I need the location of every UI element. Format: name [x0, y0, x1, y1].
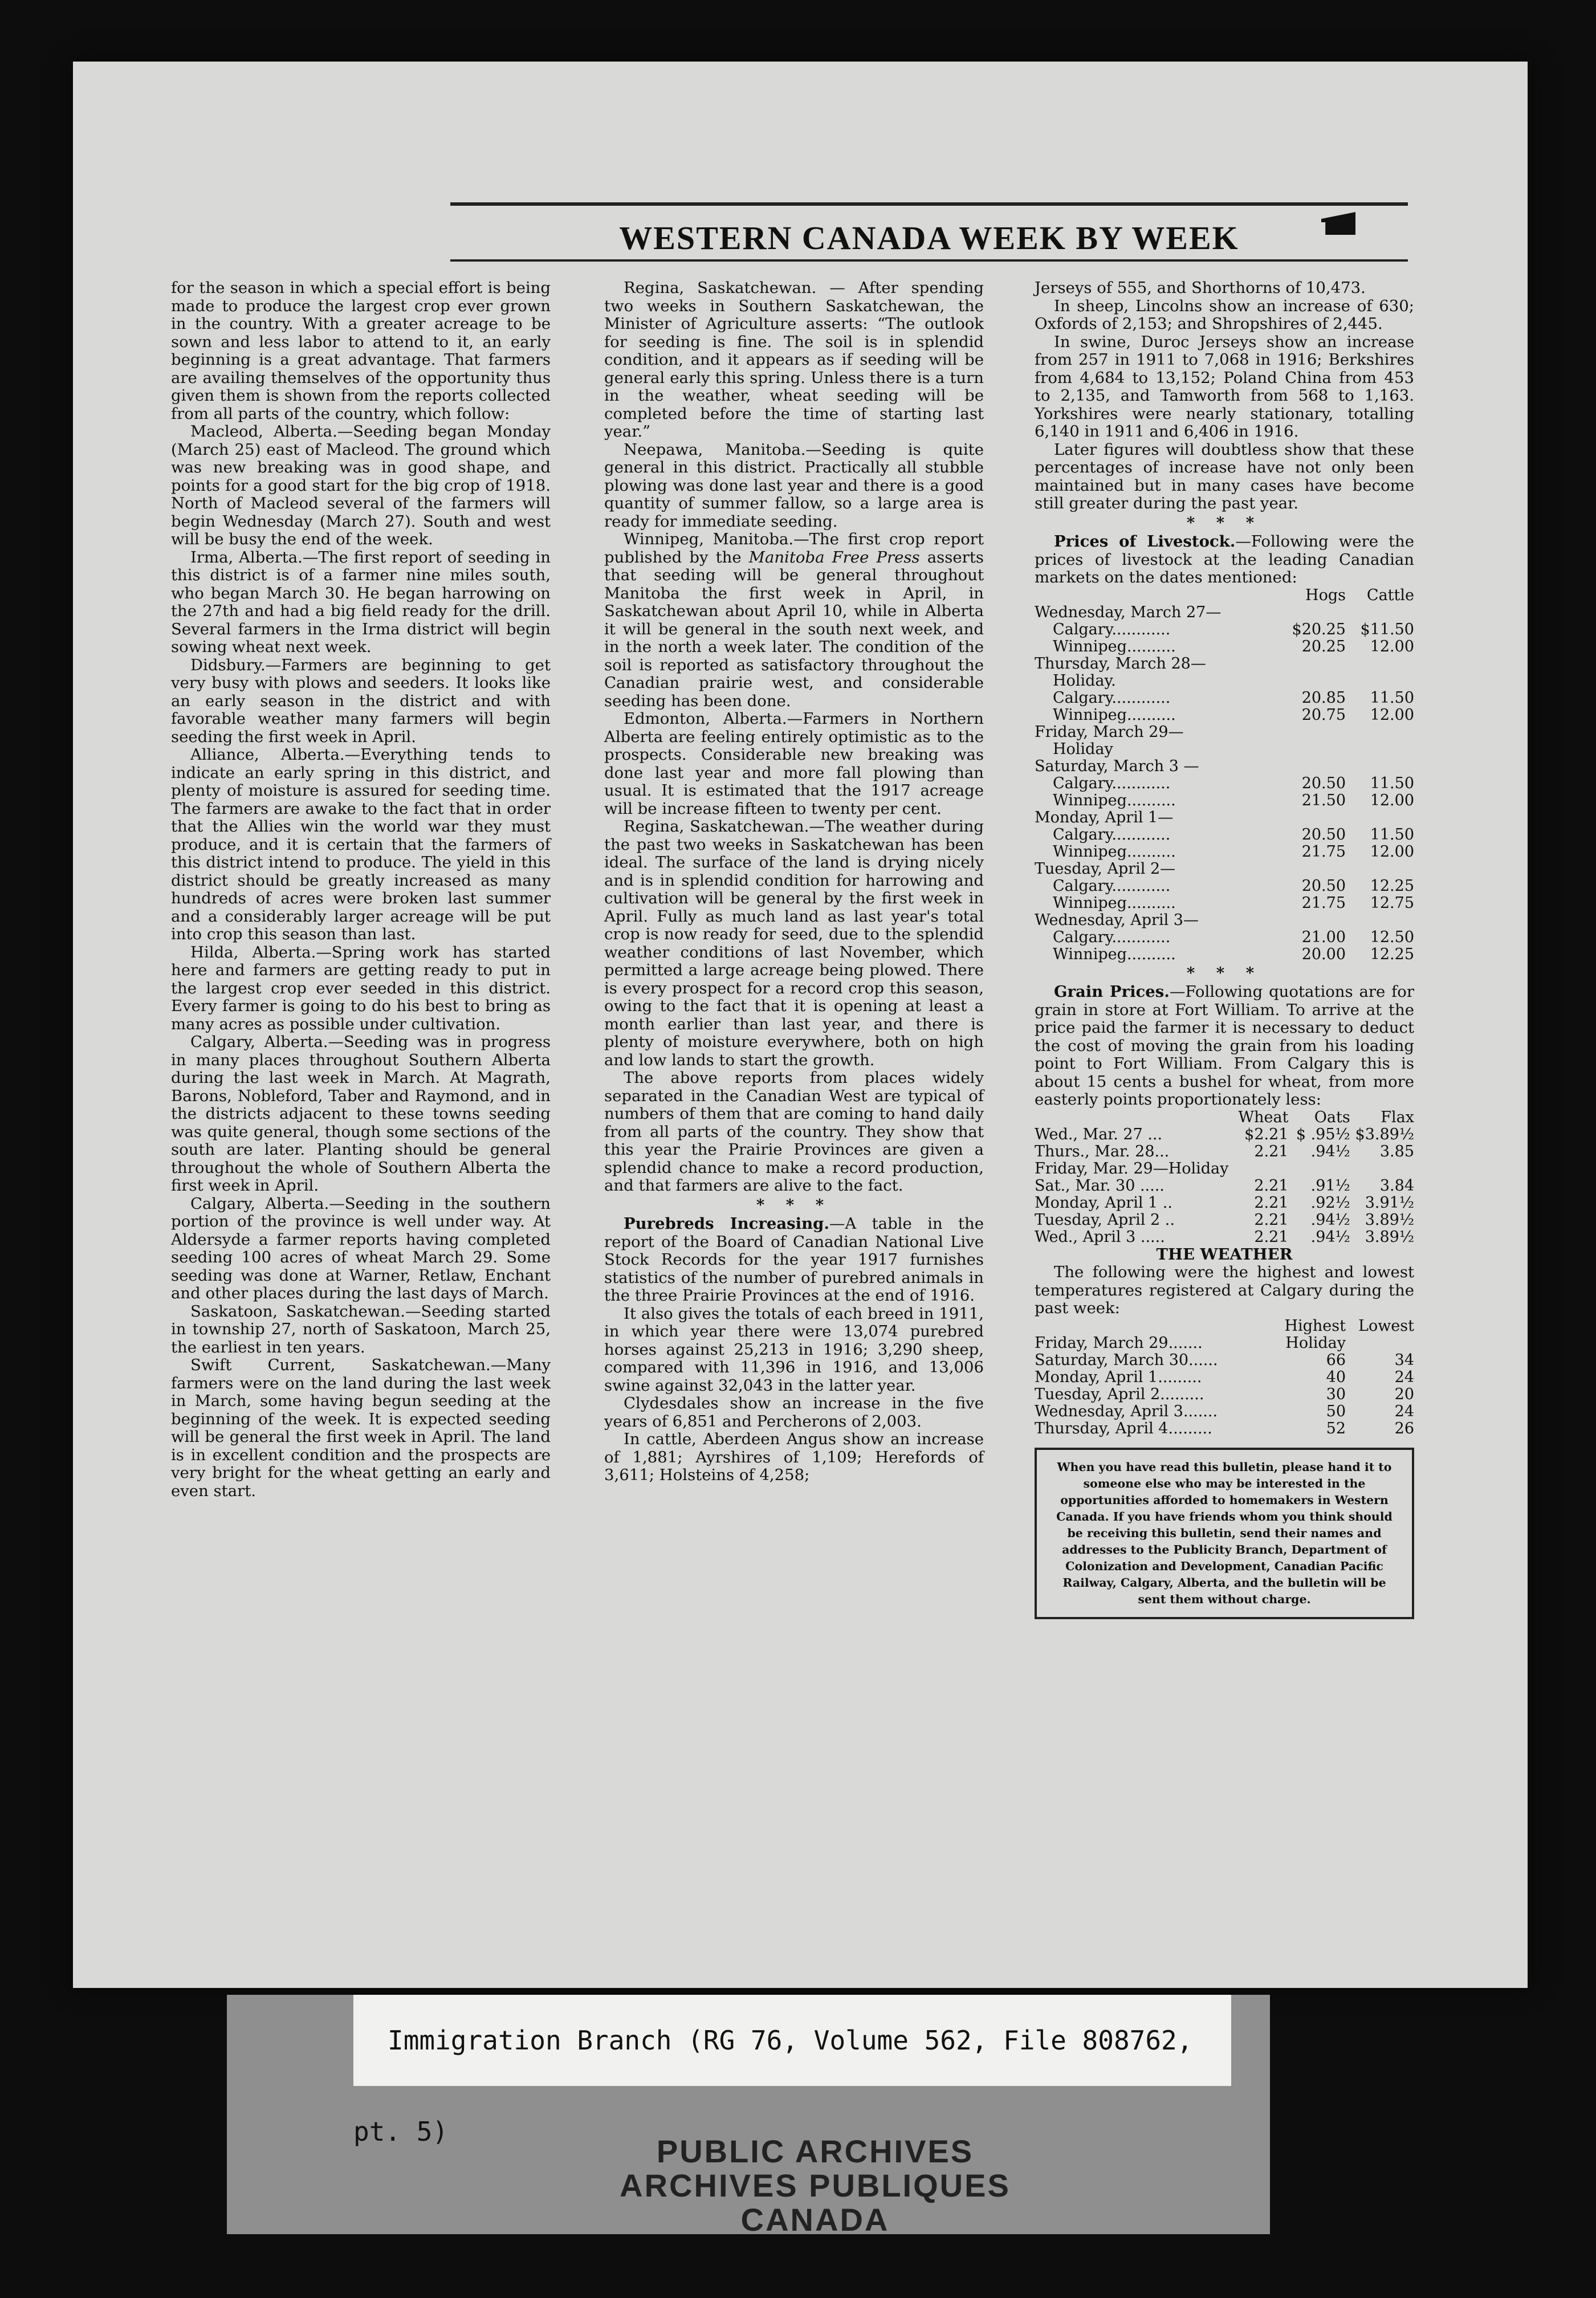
paragraph: [1035, 533, 1414, 587]
cell-cattle: 11.50: [1370, 774, 1414, 792]
masthead: WESTERN CANADA WEEK BY WEEK: [619, 219, 1239, 256]
separator: * * *: [756, 1195, 832, 1214]
text: —Following quotations are for grain in store at Fort William. To arrive at the price paid the farmer it is necessary to deduct the cost of moving the grain from his loading point to Fort William. From Calgary this is about 15 cents a bushel for wheat, from more easterly points proportionately less:: [1035, 983, 1414, 1109]
row-label: Wed., April 3 .....: [1035, 1228, 1165, 1246]
table-row: [1035, 775, 1414, 792]
cell-hogs: [1277, 724, 1346, 741]
row-label: Tuesday, April 2—: [1035, 859, 1176, 878]
paragraph: Later figures will doubtless show that these percentages of increase have not only been maintained but in many cases have become still greater during the past year.: [1035, 440, 1414, 512]
cell-hogs: 20.50: [1301, 877, 1346, 895]
livestock-price-table: [1035, 587, 1414, 963]
cell-wheat: 2.21: [1254, 1211, 1289, 1229]
cell-hogs: 20.50: [1301, 825, 1346, 844]
table-row: [1035, 690, 1414, 707]
table-row: [1035, 638, 1414, 655]
cell-cattle: [1346, 655, 1414, 673]
cell-low: 24: [1394, 1368, 1414, 1386]
cell-hogs: [1277, 809, 1346, 826]
table-header-row: [1035, 587, 1414, 604]
paragraph: In swine, Duroc Jerseys show an increase from 257 in 1911 to 7,068 in 1916; Berkshires from 4,684 to 13,152; Poland China from 453 to 2,135, and Tamworth from 568 to 1,163. Yorkshires were nearly stationary, totalling 6,140 in 1911 and 6,406 in 1916.: [1035, 332, 1414, 441]
row-label: Calgary............: [1053, 688, 1171, 707]
table-row: [1035, 1143, 1414, 1160]
cell-cattle: 12.00: [1370, 706, 1414, 724]
row-label: Wed., Mar. 27 ...: [1035, 1125, 1163, 1143]
row-label: Wednesday, April 3.......: [1035, 1402, 1218, 1420]
cell-cattle: [1346, 861, 1414, 878]
table-row: [1035, 946, 1414, 963]
archive-stamp: [570, 2134, 1060, 2237]
cell-oats: .94½: [1310, 1142, 1350, 1160]
text: —A table in the report of the Board of Canadian National Live Stock Records for the year 1917 furnishes statistics of the number of purebred animals in the three Prairie Provinces at the end of 1916.: [604, 1215, 984, 1305]
cell-low: [1346, 1335, 1414, 1352]
table-row: [1035, 826, 1414, 844]
row-label: Calgary............: [1053, 774, 1171, 792]
paragraph: [604, 1215, 984, 1305]
cell-flax: 3.85: [1379, 1142, 1414, 1160]
row-label: Winnipeg..........: [1053, 894, 1176, 912]
table-row: [1035, 895, 1414, 912]
table-row: [1035, 707, 1414, 724]
paragraph: Neepawa, Manitoba.—Seeding is quite general in this district. Practically all stubble plowing was done last year and there is a good quantity of summer fallow, so a large area is ready for immediate seeding.: [604, 440, 984, 531]
cell-cattle: 11.50: [1370, 825, 1414, 844]
row-label: Saturday, March 30......: [1035, 1351, 1218, 1369]
cell-oats: [1288, 1160, 1350, 1177]
table-row: [1035, 1126, 1414, 1143]
cell-high: 52: [1326, 1419, 1346, 1437]
column-header: Flax: [1381, 1108, 1414, 1126]
paragraph: The following were the highest and lowest temperatures registered at Calgary during the past week:: [1035, 1263, 1414, 1317]
cell-high: 50: [1326, 1402, 1346, 1420]
cell-high: 66: [1326, 1351, 1346, 1369]
table-header-row: [1035, 1109, 1414, 1126]
paragraph: Hilda, Alberta.—Spring work has started here and farmers are getting ready to put in the largest crop ever seeded in this district. Every farmer is going to do his best to bring as many acres as possible under cultivation.: [171, 943, 551, 1033]
cell-hogs: 20.75: [1301, 706, 1346, 724]
paragraph: Saskatoon, Saskatchewan.—Seeding started in township 27, north of Saskatoon, March 25, the earliest in ten years.: [171, 1302, 551, 1356]
row-label: Calgary............: [1053, 928, 1171, 946]
cell-low: 34: [1394, 1351, 1414, 1369]
separator: * * *: [1186, 513, 1263, 532]
table-row: [1035, 604, 1414, 621]
row-label: Calgary............: [1053, 620, 1171, 638]
paragraph: Regina, Saskatchewan.—The weather during the past two weeks in Saskatchewan has been ideal. The surface of the land is drying nicely and is in splendid condition for harrowing and cultivation will be general by the first week in April. Fully as much land as last year's total crop is now ready for seed, due to the splendid weather conditions of last November, which permitted a large acreage being plowed. There is every prospect for a record crop this season, owing to the fact that it is opening at least a month earlier than last year, and there is plenty of moisture everywhere, both on high and low lands to start the growth.: [604, 817, 984, 1069]
archive-reference-label: Immigration Branch (RG 76, Volume 562, File 808762, pt. 5): [353, 1995, 1231, 2086]
cell-wheat: 2.21: [1254, 1142, 1289, 1160]
paragraph: [1035, 983, 1414, 1109]
table-row: [1035, 1229, 1414, 1246]
row-label: Winnipeg..........: [1053, 791, 1176, 809]
cell-cattle: 12.00: [1370, 842, 1414, 861]
cell-low: 20: [1394, 1385, 1414, 1403]
table-row: [1035, 1352, 1414, 1369]
column-header: Cattle: [1366, 586, 1414, 604]
column-header: Hogs: [1305, 586, 1346, 604]
cell-oats: .94½: [1310, 1228, 1350, 1246]
cell-flax: 3.89½: [1365, 1228, 1414, 1246]
row-label: Winnipeg..........: [1053, 706, 1176, 724]
row-label: Calgary............: [1053, 877, 1171, 895]
column-3: [1035, 279, 1414, 1619]
table-row: [1035, 741, 1414, 758]
table-row: [1035, 621, 1414, 638]
cell-hogs: [1277, 861, 1346, 878]
row-label: Wednesday, March 27—: [1035, 603, 1222, 621]
cell-flax: [1350, 1160, 1414, 1177]
cell-oats: .92½: [1310, 1193, 1350, 1212]
cell-cattle: 12.25: [1370, 877, 1414, 895]
cell-hogs: [1277, 912, 1346, 929]
cell-cattle: [1346, 673, 1414, 690]
table-row: [1035, 1160, 1414, 1177]
row-label: Calgary............: [1053, 825, 1171, 844]
text: —Following were the prices of livestock at the leading Canadian markets on the dates mentioned:: [1035, 532, 1414, 586]
cell-hogs: [1277, 741, 1346, 758]
cell-cattle: [1346, 724, 1414, 741]
table-row: [1035, 1369, 1414, 1386]
stamp-line: ARCHIVES PUBLIQUES: [620, 2167, 1011, 2203]
top-rule: [450, 202, 1408, 206]
table-row: [1035, 929, 1414, 946]
cell-wheat: 2.21: [1254, 1176, 1289, 1195]
cell-hogs: [1277, 655, 1346, 673]
text: Winnipeg, Manitoba.—The first crop report published by the: [604, 530, 984, 567]
table-row: [1035, 844, 1414, 861]
row-label: Tuesday, April 2 ..: [1035, 1211, 1175, 1229]
table-row: [1035, 758, 1414, 775]
cell-cattle: 12.75: [1370, 894, 1414, 912]
table-row: [1035, 1212, 1414, 1229]
cell-low: 26: [1394, 1419, 1414, 1437]
column-2: [604, 279, 984, 1485]
table-row: [1035, 809, 1414, 826]
cell-wheat: 2.21: [1254, 1228, 1289, 1246]
cell-high: 40: [1326, 1368, 1346, 1386]
table-row: [1035, 912, 1414, 929]
paragraph: Clydesdales show an increase in the five years of 6,851 and Percherons of 2,003.: [604, 1394, 984, 1431]
cell-hogs: 21.75: [1301, 842, 1346, 861]
newspaper-title: Manitoba Free Press: [748, 548, 920, 567]
row-label: Thursday, March 28—: [1035, 654, 1206, 673]
row-label: Friday, March 29—: [1035, 723, 1184, 741]
row-label: Monday, April 1 ..: [1035, 1193, 1172, 1212]
paragraph: Swift Current, Saskatchewan.—Many farmers were on the land during the last week in March, some having begun seeding at the beginning of the week. It is expected seeding will be general the first week in April. The land is in excellent condition and the prospects are very bright for the wheat getting an early and even start.: [171, 1356, 551, 1500]
separator: * * *: [1186, 963, 1263, 982]
paragraph: In sheep, Lincolns show an increase of 630; Oxfords of 2,153; and Shropshires of 2,445.: [1035, 296, 1414, 333]
cell-high: 30: [1326, 1385, 1346, 1403]
table-row: [1035, 878, 1414, 895]
text: asserts that seeding will be general throughout Manitoba the first week in April, in Saskatchewan about April 10, while in Alberta it will be general in the south next week, and in the north a week later. The condition of the soil is reported as satisfactory throughout the Canadian prairie west, and considerable seeding has been done.: [604, 548, 984, 710]
cell-hogs: 21.75: [1301, 894, 1346, 912]
row-label: Holiday.: [1053, 671, 1116, 690]
paragraph: Jerseys of 555, and Shorthorns of 10,473.: [1035, 279, 1366, 297]
table-row: [1035, 655, 1414, 673]
table-header-row: [1035, 1318, 1414, 1335]
column-header: Highest: [1284, 1317, 1346, 1335]
cell-wheat: $2.21: [1244, 1125, 1289, 1143]
distribution-notice: When you have read this bulletin, please hand it to someone else who may be interested in the opportunities afforded to homemakers in Western Canada. If you have friends whom you think should be receiving this bulletin, send their names and addresses to the Publicity Branch, Department of Colonization and Development, Canadian Pacific Railway, Calgary, Alberta, and the bulletin will be sent them without charge.: [1035, 1448, 1414, 1619]
row-label: Friday, March 29.......: [1035, 1334, 1203, 1352]
cell-hogs: $20.25: [1292, 620, 1346, 638]
cell-flax: 3.91½: [1365, 1193, 1414, 1212]
cell-cattle: [1346, 912, 1414, 929]
cell-hogs: 20.50: [1301, 774, 1346, 792]
cell-hogs: 21.00: [1301, 928, 1346, 946]
paragraph: Edmonton, Alberta.—Farmers in Northern Alberta are feeling entirely optimistic as to the prospects. Considerable new breaking was done last year and more fall plowing than usual. It is estimated that the 1917 acreage will be increase fifteen to twenty per cent.: [604, 710, 984, 818]
cell-hogs: [1277, 604, 1346, 621]
cell-low: 24: [1394, 1402, 1414, 1420]
row-label: Monday, April 1.........: [1035, 1368, 1202, 1386]
cell-cattle: [1346, 758, 1414, 775]
row-label: Wednesday, April 3—: [1035, 911, 1199, 929]
cell-oats: $ .95½: [1296, 1125, 1350, 1143]
grain-price-table: [1035, 1109, 1414, 1246]
row-label: Holiday: [1053, 740, 1113, 758]
cell-high: Holiday: [1285, 1334, 1346, 1352]
cell-cattle: $11.50: [1360, 620, 1414, 638]
row-label: Winnipeg..........: [1053, 842, 1176, 861]
table-row: [1035, 724, 1414, 741]
cell-cattle: [1346, 741, 1414, 758]
cell-flax: 3.89½: [1365, 1211, 1414, 1229]
paragraph: Regina, Saskatchewan. — After spending two weeks in Southern Saskatchewan, the Minister of Agriculture asserts: “The outlook for seeding is fine. The soil is in splendid condition, and it appears as if seeding will be general early this spring. Unless there is a turn in the weather, wheat seeding will be completed before the time of starting last year.”: [604, 279, 984, 441]
section-heading: Prices of Livestock.: [1054, 532, 1236, 551]
cell-cattle: 12.00: [1370, 637, 1414, 655]
column-1: [171, 279, 551, 1500]
cell-hogs: 20.85: [1301, 688, 1346, 707]
cell-hogs: 20.25: [1301, 637, 1346, 655]
paragraph: The above reports from places widely separated in the Canadian West are typical of numbers of them that are coming to hand daily from all parts of the country. They show that this year the Prairie Provinces are given a splendid chance to make a record production, and that farmers are alive to the fact.: [604, 1069, 984, 1195]
column-header: Oats: [1314, 1108, 1350, 1126]
table-row: [1035, 1177, 1414, 1195]
paragraph: [604, 531, 984, 710]
row-label: Winnipeg..........: [1053, 945, 1176, 963]
weather-table: [1035, 1318, 1414, 1437]
table-row: [1035, 673, 1414, 690]
cell-hogs: 21.50: [1301, 791, 1346, 809]
cell-hogs: 20.00: [1301, 945, 1346, 963]
cell-cattle: [1346, 604, 1414, 621]
masthead-rule: [450, 259, 1408, 262]
section-heading: Purebreds Increasing.: [624, 1215, 829, 1233]
cell-hogs: [1277, 758, 1346, 775]
column-header: Wheat: [1238, 1108, 1289, 1126]
paragraph: for the season in which a special effort is being made to produce the largest crop ever grown in the country. With a greater acreage to be sown and less labor to attend to it, an early beginning is a great advantage. That farmers are availing themselves of the opportunity thus given them is shown from the reports collected from all parts of the country, which follow:: [171, 279, 551, 423]
cell-wheat: [1228, 1160, 1288, 1177]
row-label: Tuesday, April 2.........: [1035, 1385, 1204, 1403]
stamp-line: PUBLIC ARCHIVES: [656, 2133, 974, 2169]
row-label: Thurs., Mar. 28...: [1035, 1142, 1170, 1160]
table-row: [1035, 861, 1414, 878]
table-row: [1035, 1403, 1414, 1420]
cell-flax: 3.84: [1379, 1176, 1414, 1195]
cell-cattle: 11.50: [1370, 688, 1414, 707]
row-label: Thursday, April 4.........: [1035, 1419, 1212, 1437]
cell-hogs: [1277, 673, 1346, 690]
table-row: [1035, 792, 1414, 809]
paragraph: Didsbury.—Farmers are beginning to get very busy with plows and seeders. It looks like an early season in the district and with favorable weather many farmers will begin seeding the first week in April.: [171, 655, 551, 746]
cell-cattle: [1346, 809, 1414, 826]
row-label: Monday, April 1—: [1035, 808, 1174, 826]
paragraph: Calgary, Alberta.—Seeding was in progress in many places throughout Southern Alberta during the last week in March. At Magrath, Barons, Nobleford, Taber and Raymond, and in the districts adjacent to these towns seeding was quite general, though some sections of the south are later. Planting should be general throughout the whole of Southern Alberta the first week in April.: [171, 1033, 551, 1195]
stamp-line: CANADA: [740, 2202, 890, 2238]
row-label: Winnipeg..........: [1053, 637, 1176, 655]
paragraph: In cattle, Aberdeen Angus show an increase of 1,881; Ayrshires of 1,109; Herefords of 3,611; Holsteins of 4,258;: [604, 1430, 984, 1484]
cell-oats: .94½: [1310, 1211, 1350, 1229]
table-row: [1035, 1335, 1414, 1352]
cell-cattle: 12.00: [1370, 791, 1414, 809]
cell-cattle: 12.50: [1370, 928, 1414, 946]
section-heading: Grain Prices.: [1054, 983, 1170, 1001]
table-row: [1035, 1386, 1414, 1403]
row-label: Sat., Mar. 30 .....: [1035, 1176, 1165, 1195]
paragraph: Irma, Alberta.—The first report of seeding in this district is of a farmer nine miles south, who began March 30. He began harrowing on the 27th and had a big field ready for the drill. Several farmers in the Irma district will begin sowing wheat next week.: [171, 548, 551, 656]
paragraph: It also gives the totals of each breed in 1911, in which year there were 13,074 purebred horses against 25,213 in 1916; 3,290 sheep, compared with 11,396 in 1916, and 13,006 swine against 32,043 in the latter year.: [604, 1304, 984, 1395]
row-label: Saturday, March 3 —: [1035, 757, 1199, 775]
paragraph: Alliance, Alberta.—Everything tends to indicate an early spring in this district, and plenty of moisture is assured for seeding time. The farmers are awake to the fact that in order that the Allies win the world war they must produce, and it is certain that the farmers of this district intend to produce. The yield in this district should be greatly increased as many hundreds of acres were broken last summer and a considerably larger acreage will be put into crop this season than last.: [171, 745, 551, 943]
paragraph: Calgary, Alberta.—Seeding in the southern portion of the province is well under way. At Aldersyde a farmer reports having completed seeding 100 acres of wheat March 29. Some seeding was done at Warner, Retlaw, Enchant and other places during the last days of March.: [171, 1194, 551, 1302]
cell-flax: $3.89½: [1355, 1125, 1414, 1143]
section-heading: THE WEATHER: [1156, 1245, 1293, 1264]
cell-cattle: 12.25: [1370, 945, 1414, 963]
paragraph: Macleod, Alberta.—Seeding began Monday (March 25) east of Macleod. The ground which was new breaking was in good shape, and points for a good start for the big crop of 1918. North of Macleod several of the farmers will begin Wednesday (March 27). South and west will be busy the end of the week.: [171, 422, 551, 548]
cell-wheat: 2.21: [1254, 1193, 1289, 1212]
table-row: [1035, 1195, 1414, 1212]
column-header: Lowest: [1358, 1317, 1414, 1335]
row-label: Friday, Mar. 29—Holiday: [1035, 1159, 1229, 1177]
table-row: [1035, 1420, 1414, 1437]
cell-oats: .91½: [1310, 1176, 1350, 1195]
